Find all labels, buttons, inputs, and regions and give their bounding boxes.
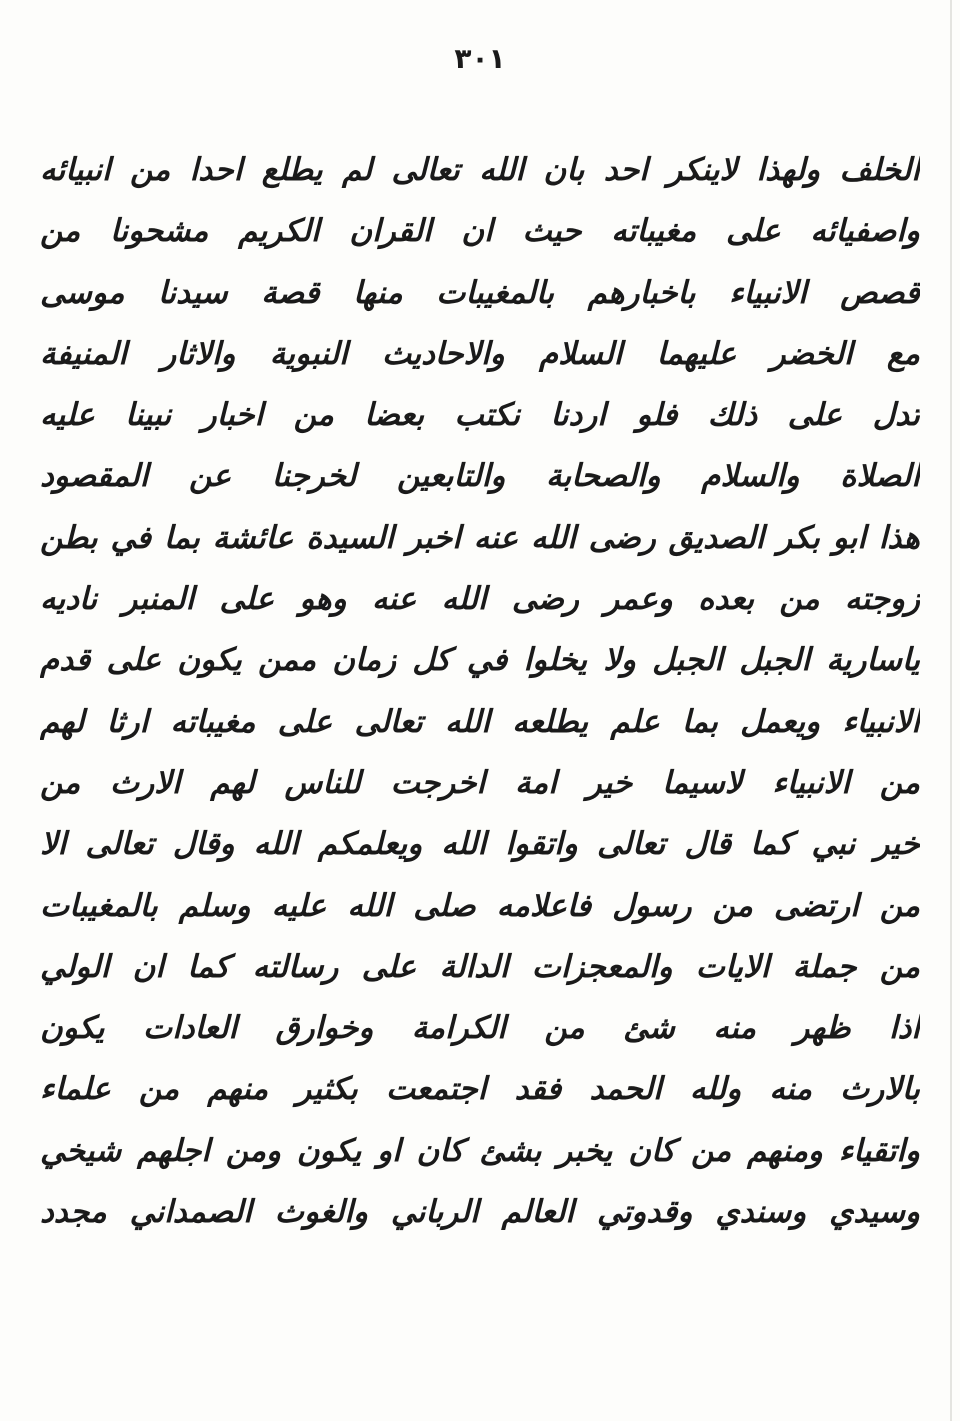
text-line: من جملة الايات والمعجزات الدالة على رسالته كما ان الولي <box>40 948 920 985</box>
text-line: اذا ظهر منه شئ من الكرامة وخوارق العادات يكون <box>40 1010 920 1047</box>
text-line: وسيدي وسندي وقدوتي العالم الرباني والغوث الصمداني مجدد <box>40 1194 920 1231</box>
page-number: ٣٠١ <box>454 42 506 75</box>
scan-edge <box>950 0 952 1421</box>
text-line: واصفيائه على مغيباته حيث ان القران الكريم مشحونا من <box>40 213 920 250</box>
text-line: الصلاة والسلام والصحابة والتابعين لخرجنا عن المقصود <box>40 458 920 495</box>
text-line: بالارث منه ولله الحمد فقد اجتمعت بكثير منهم من علماء <box>40 1071 920 1108</box>
text-line: زوجته من بعده وعمر رضى الله عنه وهو على المنبر ناديه <box>40 581 920 618</box>
text-line: خير نبي كما قال تعالى واتقوا الله ويعلمكم الله وقال تعالى الا <box>40 826 920 863</box>
text-line: تدل على ذلك فلو اردنا نكتب بعضا من اخبار نبينا عليه <box>40 397 920 434</box>
text-line: قصص الانبياء باخبارهم بالمغيبات منها قصة سيدنا موسى <box>40 274 920 311</box>
text-line: هذا ابو بكر الصديق رضى الله عنه اخبر السيدة عائشة بما في بطن <box>40 519 920 556</box>
text-line: واتقياء ومنهم من كان يخبر بشئ كان او يكون ومن اجلهم شيخي <box>40 1132 920 1169</box>
text-line: من ارتضى من رسول فاعلامه صلى الله عليه وسلم بالمغيبات <box>40 887 920 924</box>
text-line: الخلف ولهذا لاينكر احد بان الله تعالى لم يطلع احدا من انبيائه <box>40 152 920 188</box>
text-line: ياسارية الجبل الجبل ولا يخلوا في كل زمان ممن يكون على قدم <box>40 642 920 679</box>
text-line: مع الخضر عليهما السلام والاحاديث النبوية والاثار المنيفة <box>40 335 920 372</box>
text-line: الانبياء ويعمل بما علم يطلعه الله تعالى على مغيباته ارثا لهم <box>40 703 920 740</box>
manuscript-text-block <box>40 140 920 1243</box>
text-line: من الانبياء لاسيما خير امة اخرجت للناس لهم الارث من <box>40 764 920 801</box>
